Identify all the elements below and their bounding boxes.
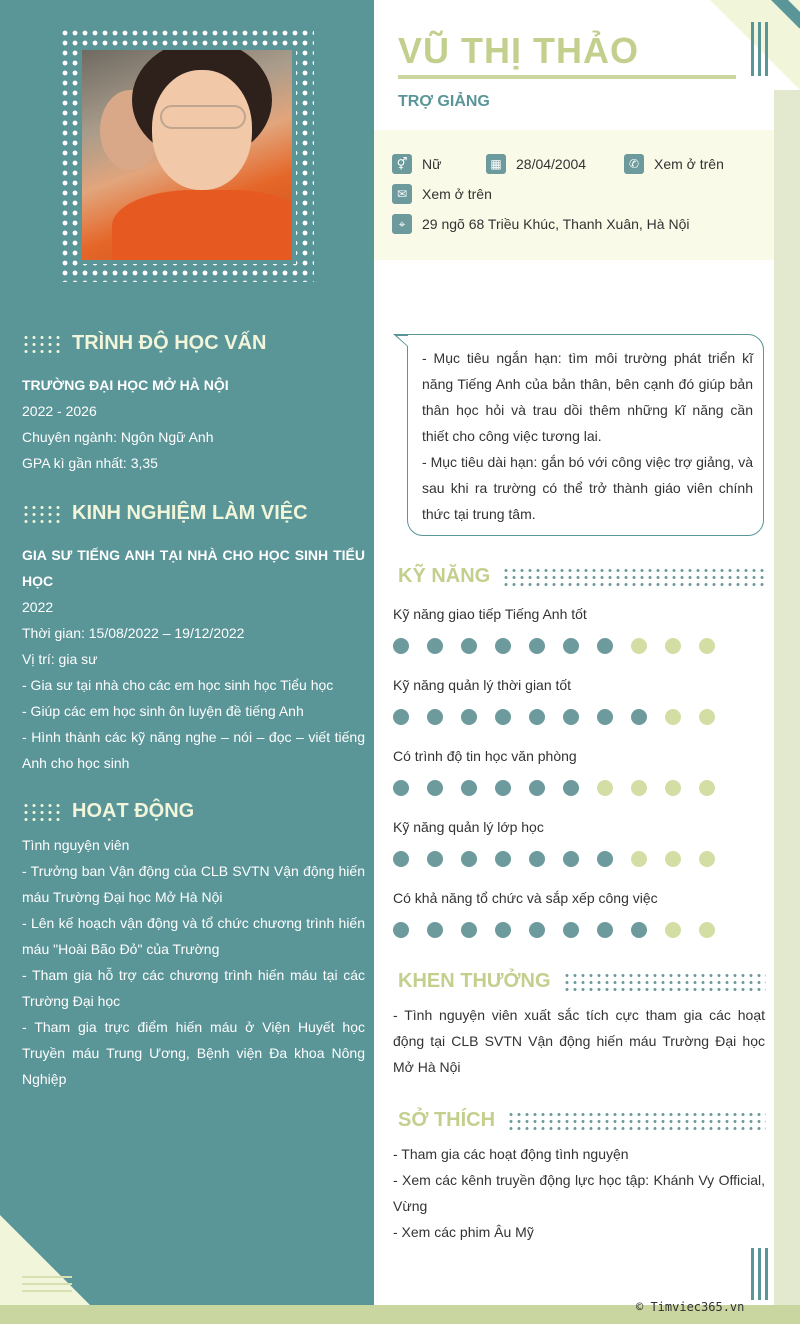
hobbies-heading: SỞ THÍCH (398, 1109, 766, 1132)
hobby-item: - Tham gia các hoạt động tình nguyện (393, 1146, 629, 1162)
activity-role: Tình nguyện viên (22, 837, 130, 853)
phone-icon: ✆ (624, 154, 644, 174)
rating-dot-empty (665, 638, 681, 654)
rating-dot-filled (393, 638, 409, 654)
rating-dot-filled (393, 780, 409, 796)
contact-gender: ⚥ Nữ (392, 154, 441, 174)
rating-dot-filled (597, 709, 613, 725)
skill-name: Có trình độ tin học văn phòng (393, 748, 577, 764)
copyright-text: © Timviec365.vn (636, 1300, 745, 1314)
skill-name: Kỹ năng quản lý lớp học (393, 819, 544, 835)
rating-dot-filled (529, 851, 545, 867)
rating-dot-empty (631, 851, 647, 867)
rating-dot-filled (495, 780, 511, 796)
skill-name: Kỹ năng giao tiếp Tiếng Anh tốt (393, 606, 587, 622)
profile-photo (82, 50, 292, 260)
rating-dot-empty (631, 638, 647, 654)
skill-rating (393, 851, 773, 867)
awards-heading: KHEN THƯỞNG (398, 970, 766, 993)
objective-long-term: - Mục tiêu dài hạn: gắn bó với công việc trợ giảng, và sau khi ra trường có thể trở thành giáo viên chính thức tại trung tâm. (422, 454, 753, 522)
decor-bars-top (751, 22, 768, 76)
rating-dot-filled (631, 922, 647, 938)
rating-dot-empty (699, 922, 715, 938)
rating-dot-filled (563, 780, 579, 796)
experience-detail: - Hình thành các kỹ năng nghe – nói – đọc – viết tiếng Anh cho học sinh (22, 729, 365, 771)
hobby-item: - Xem các phim Âu Mỹ (393, 1224, 534, 1240)
activity-item: - Lên kế hoạch vận động và tổ chức chương trình hiến máu "Hoài Bão Đỏ" của Trường (22, 915, 365, 957)
activity-item: - Trưởng ban Vận động của CLB SVTN Vận động hiến máu Trường Đại học Mở Hà Nội (22, 863, 365, 905)
contact-address: ⌖ 29 ngõ 68 Triều Khúc, Thanh Xuân, Hà Nội (392, 214, 689, 234)
skill-item (393, 748, 773, 796)
decor-lines-bottom-left (22, 1276, 72, 1297)
rating-dot-filled (563, 709, 579, 725)
email-icon: ✉ (392, 184, 412, 204)
experience-heading: KINH NGHIỆM LÀM VIỆC (22, 502, 308, 525)
skills-heading: KỸ NĂNG (398, 565, 766, 588)
gender-icon: ⚥ (392, 154, 412, 174)
heading-dots (502, 567, 766, 587)
rating-dot-filled (529, 922, 545, 938)
rating-dot-filled (427, 780, 443, 796)
skill-name: Kỹ năng quản lý thời gian tốt (393, 677, 572, 693)
job-position: TRỢ GIẢNG (398, 93, 490, 110)
education-heading: TRÌNH ĐỘ HỌC VẤN (22, 332, 266, 355)
rating-dot-filled (597, 638, 613, 654)
heading-dots (22, 334, 62, 354)
rating-dot-filled (461, 709, 477, 725)
skill-item (393, 819, 773, 867)
experience-year: 2022 (22, 599, 54, 615)
contact-email: ✉ Xem ở trên (392, 184, 492, 204)
education-major: Chuyên ngành: Ngôn Ngữ Anh (22, 429, 214, 445)
heading-dots (22, 504, 62, 524)
experience-title: GIA SƯ TIẾNG ANH TẠI NHÀ CHO HỌC SINH TIỂU HỌC (22, 547, 365, 589)
hobbies-content (393, 1141, 765, 1245)
rating-dot-filled (529, 638, 545, 654)
activity-item: - Tham gia trực điểm hiến máu ở Viện Huyết học Truyền máu Trung Ương, Bệnh viện Đa khoa Nông Nghiệp (22, 1019, 365, 1087)
rating-dot-filled (563, 922, 579, 938)
heading-dots (563, 972, 766, 992)
career-objective-box (407, 334, 764, 536)
school-name: TRƯỜNG ĐẠI HỌC MỞ HÀ NỘI (22, 377, 229, 393)
rating-dot-filled (597, 922, 613, 938)
rating-dot-filled (597, 851, 613, 867)
rating-dot-filled (393, 922, 409, 938)
rating-dot-filled (495, 709, 511, 725)
rating-dot-filled (461, 922, 477, 938)
rating-dot-filled (427, 638, 443, 654)
skill-item (393, 606, 773, 654)
activity-item: - Tham gia hỗ trợ các chương trình hiến máu tại các Trường Đại học (22, 967, 365, 1009)
skill-rating (393, 709, 773, 725)
contact-phone: ✆ Xem ở trên (624, 154, 724, 174)
experience-content (22, 542, 365, 776)
heading-dots (507, 1111, 766, 1131)
rating-dot-empty (665, 780, 681, 796)
rating-dot-filled (393, 709, 409, 725)
right-decor-strip (774, 90, 800, 1305)
candidate-name: VŨ THỊ THẢO (398, 30, 639, 71)
skill-rating (393, 638, 773, 654)
skill-name: Có khả năng tổ chức và sắp xếp công việc (393, 890, 658, 906)
rating-dot-filled (495, 922, 511, 938)
name-underline (398, 75, 736, 79)
education-content (22, 372, 365, 476)
decor-bars-bottom (751, 1248, 768, 1300)
rating-dot-filled (427, 851, 443, 867)
activities-content (22, 832, 365, 1092)
activities-heading: HOẠT ĐỘNG (22, 800, 194, 823)
contact-dob: ▦ 28/04/2004 (486, 154, 586, 174)
experience-role: Vị trí: gia sư (22, 651, 98, 667)
awards-content: - Tình nguyện viên xuất sắc tích cực tham gia các hoạt động tại CLB SVTN Vận động hiến máu Trường Đại học Mở Hà Nội (393, 1007, 765, 1075)
experience-detail: - Giúp các em học sinh ôn luyện đề tiếng Anh (22, 703, 304, 719)
rating-dot-filled (495, 638, 511, 654)
skill-rating (393, 922, 773, 938)
rating-dot-filled (427, 922, 443, 938)
rating-dot-filled (427, 709, 443, 725)
rating-dot-filled (529, 709, 545, 725)
heading-dots (22, 802, 62, 822)
rating-dot-filled (393, 851, 409, 867)
rating-dot-empty (699, 709, 715, 725)
rating-dot-empty (665, 709, 681, 725)
education-gpa: GPA kì gần nhất: 3,35 (22, 455, 158, 471)
rating-dot-empty (699, 780, 715, 796)
rating-dot-empty (631, 780, 647, 796)
rating-dot-filled (461, 780, 477, 796)
hobby-item: - Xem các kênh truyền động lực học tập: Khánh Vy Official, Vừng (393, 1172, 765, 1214)
skill-rating (393, 780, 773, 796)
rating-dot-filled (461, 638, 477, 654)
rating-dot-empty (665, 851, 681, 867)
rating-dot-empty (699, 638, 715, 654)
experience-time: Thời gian: 15/08/2022 – 19/12/2022 (22, 625, 245, 641)
rating-dot-empty (597, 780, 613, 796)
objective-short-term: - Mục tiêu ngắn hạn: tìm môi trường phát triển kĩ năng Tiếng Anh của bản thân, bên cạnh đó giúp bản thân học hỏi và trau dồi thêm những kĩ năng cần thiết cho công việc tương lai. (422, 350, 753, 444)
education-period: 2022 - 2026 (22, 403, 97, 419)
skill-item (393, 677, 773, 725)
location-icon: ⌖ (392, 214, 412, 234)
calendar-icon: ▦ (486, 154, 506, 174)
rating-dot-filled (563, 638, 579, 654)
rating-dot-filled (563, 851, 579, 867)
rating-dot-empty (699, 851, 715, 867)
rating-dot-filled (631, 709, 647, 725)
rating-dot-filled (529, 780, 545, 796)
experience-detail: - Gia sư tại nhà cho các em học sinh học Tiểu học (22, 677, 334, 693)
skill-item (393, 890, 773, 938)
rating-dot-empty (665, 922, 681, 938)
rating-dot-filled (495, 851, 511, 867)
rating-dot-filled (461, 851, 477, 867)
